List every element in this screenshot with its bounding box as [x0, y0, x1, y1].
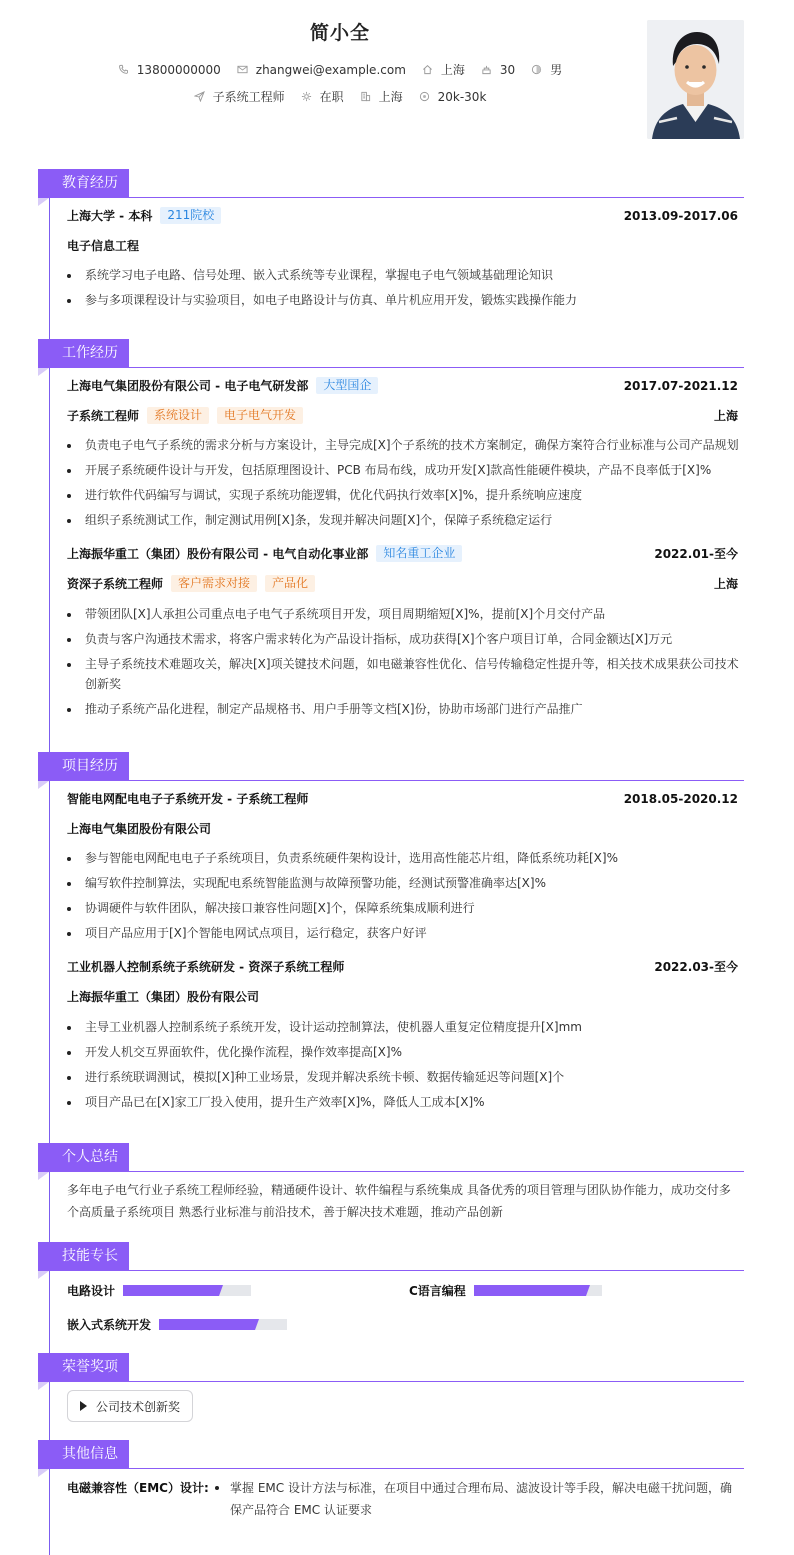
project-period: 2018.05-2020.12	[623, 791, 738, 806]
section-fold	[38, 1382, 49, 1390]
section-title: 个人总结	[38, 1143, 129, 1172]
phone-item	[118, 63, 221, 77]
home-icon	[422, 64, 433, 75]
section-title: 其他信息	[38, 1440, 129, 1469]
education-header-row	[67, 207, 738, 224]
awards-section	[38, 1353, 744, 1414]
other-label: 电磁兼容性（EMC）设计:	[67, 1481, 209, 1495]
skill-bar	[474, 1285, 602, 1296]
project-name: 工业机器人控制系统子系统研发 - 资深子系统工程师	[67, 960, 345, 974]
project-company: 上海电气集团股份有限公司	[67, 822, 212, 836]
project-company: 上海振华重工（集团）股份有限公司	[67, 990, 260, 1004]
list-item: 主导工业机器人控制系统子系统开发，设计运动控制算法，使机器人重复定位精度提升[X]mm	[67, 1017, 740, 1037]
skill-name: 电路设计	[67, 1284, 116, 1298]
section-fold	[38, 368, 49, 376]
section-fold	[38, 781, 49, 789]
project-header-row	[67, 790, 738, 807]
list-item: 进行软件代码编写与调试，实现子系统功能逻辑，优化代码执行效率[X]%，提升系统响应速度	[67, 485, 740, 505]
status-item	[301, 88, 344, 105]
skill-item	[67, 1282, 251, 1299]
major-row	[67, 237, 738, 254]
project-name: 智能电网配电电子子系统开发 - 子系统工程师	[67, 792, 309, 806]
phone-text: 13800000000	[136, 62, 221, 77]
project-header-row	[67, 958, 738, 975]
email-item	[237, 63, 406, 77]
skills-section	[38, 1242, 744, 1332]
list-item: 负责与客户沟通技术需求，将客户需求转化为产品设计指标，成功获得[X]个客户项目订单，合同金额达[X]万元	[67, 629, 740, 649]
skill-bar-fill	[474, 1285, 587, 1296]
job-period: 2017.07-2021.12	[623, 378, 738, 393]
projects-section	[38, 752, 744, 1109]
section-rule	[38, 780, 744, 781]
salary-icon	[419, 91, 430, 102]
list-item: 开发人机交互界面软件，优化操作流程，操作效率提高[X]%	[67, 1042, 740, 1062]
age-icon	[481, 64, 492, 75]
list-item: 负责电子电气子系统的需求分析与方案设计，主导完成[X]个子系统的技术方案制定，确保方案符合行业标准与公司产品规划	[67, 435, 740, 455]
list-item: 组织子系统测试工作，制定测试用例[X]条，发现并解决问题[X]个，保障子系统稳定运行	[67, 510, 740, 530]
company-tag: 大型国企	[316, 377, 378, 394]
section-rule	[38, 1270, 744, 1271]
resume-header	[0, 0, 794, 150]
section-fold	[38, 1172, 49, 1180]
award-label: 公司技术创新奖	[96, 1399, 181, 1414]
role-tag: 电子电气开发	[217, 407, 303, 424]
skill-bar	[159, 1319, 287, 1330]
age-item	[481, 63, 515, 77]
section-title: 项目经历	[38, 752, 129, 781]
location-item	[422, 61, 465, 78]
job-bullets	[67, 604, 740, 724]
list-item: 编写软件控制算法，实现配电系统智能监测与故障预警功能，经测试预警准确率达[X]%	[67, 873, 740, 893]
skill-item	[67, 1316, 287, 1333]
skill-name: C语言编程	[409, 1284, 466, 1298]
phone-icon	[118, 64, 129, 75]
status-icon	[301, 91, 312, 102]
target-city-item	[360, 88, 403, 105]
school-name: 上海大学 - 本科	[67, 209, 153, 223]
target-job-text: 子系统工程师	[212, 90, 285, 104]
skill-item	[409, 1282, 602, 1299]
job-city: 上海	[713, 577, 738, 591]
job-bullets	[67, 435, 740, 535]
education-period: 2013.09-2017.06	[623, 208, 738, 223]
section-fold	[38, 1271, 49, 1279]
section-heading	[38, 169, 744, 199]
section-rule	[38, 1468, 744, 1469]
skill-name: 嵌入式系统开发	[67, 1318, 152, 1332]
list-item: 开展子系统硬件设计与开发，包括原理图设计、PCB 布局布线，成功开发[X]款高性能硬件模块，产品不良率低于[X]%	[67, 460, 740, 480]
salary-item	[419, 90, 487, 104]
section-rule	[38, 367, 744, 368]
company-name: 上海振华重工（集团）股份有限公司 - 电气自动化事业部	[67, 547, 369, 561]
school-tag: 211院校	[160, 207, 221, 224]
job-role: 资深子系统工程师	[67, 577, 164, 591]
role-tag: 客户需求对接	[171, 575, 257, 592]
list-item: 推动子系统产品化进程，制定产品规格书、用户手册等文档[X]份，协助市场部门进行产品推广	[67, 699, 740, 719]
play-icon	[80, 1401, 87, 1411]
section-rule	[38, 1381, 744, 1382]
project-bullets	[67, 848, 740, 948]
skill-bar-fill	[159, 1319, 255, 1330]
section-title: 荣誉奖项	[38, 1353, 129, 1382]
job-period: 2022.01-至今	[654, 547, 738, 561]
gender-text: 男	[550, 63, 563, 77]
project-company-row	[67, 988, 738, 1005]
section-heading	[38, 1440, 744, 1470]
email-text: zhangwei@example.com	[255, 62, 406, 77]
section-heading	[38, 752, 744, 782]
work-section	[38, 339, 744, 716]
award-item[interactable]	[67, 1390, 193, 1422]
gender-item	[531, 61, 562, 78]
list-item: 系统学习电子电路、信号处理、嵌入式系统等专业课程，掌握电子电气领域基础理论知识	[67, 265, 740, 285]
location-text: 上海	[440, 63, 465, 77]
section-title: 工作经历	[38, 339, 129, 368]
contact-row	[0, 61, 680, 78]
company-name: 上海电气集团股份有限公司 - 电子电气研发部	[67, 379, 309, 393]
mail-icon	[237, 64, 248, 75]
job-role-row	[67, 575, 738, 592]
skill-bar-fill	[123, 1285, 219, 1296]
section-title: 教育经历	[38, 169, 129, 198]
list-item: 带领团队[X]人承担公司重点电子电气子系统项目开发，项目周期缩短[X]%，提前[X]个月交付产品	[67, 604, 740, 624]
major-name: 电子信息工程	[67, 239, 140, 253]
company-tag: 知名重工企业	[376, 545, 462, 562]
list-item: 项目产品应用于[X]个智能电网试点项目，运行稳定，获客户好评	[67, 923, 740, 943]
candidate-name: 简小全	[309, 22, 370, 44]
timeline-line	[49, 170, 50, 1555]
skill-bar	[123, 1285, 251, 1296]
list-item: 项目产品已在[X]家工厂投入使用，提升生产效率[X]%，降低人工成本[X]%	[67, 1092, 740, 1112]
section-heading	[38, 1353, 744, 1383]
send-icon	[194, 91, 205, 102]
section-heading	[38, 1242, 744, 1272]
status-text: 在职	[319, 90, 344, 104]
job-role: 子系统工程师	[67, 409, 140, 423]
list-item: 参与多项课程设计与实验项目，如电子电路设计与仿真、单片机应用开发，锻炼实践操作能力	[67, 290, 740, 310]
section-heading	[38, 339, 744, 369]
job-header-row	[67, 377, 738, 394]
list-item: 进行系统联调测试，模拟[X]种工业场景，发现并解决系统卡顿、数据传输延迟等问题[X]个	[67, 1067, 740, 1087]
section-rule	[38, 197, 744, 198]
project-bullets	[67, 1017, 740, 1117]
job-city: 上海	[713, 409, 738, 423]
section-rule	[38, 1171, 744, 1172]
target-job-item	[194, 88, 285, 105]
age-text: 30	[499, 62, 516, 77]
role-tag: 系统设计	[147, 407, 209, 424]
job-role-row	[67, 407, 738, 424]
section-fold	[38, 1469, 49, 1477]
job-header-row	[67, 545, 738, 562]
summary-text: 多年电子电气行业子系统工程师经验，精通硬件设计、软件编程与系统集成 具备优秀的项目管理与团队协作能力，成功交付多个高质量子系统项目 熟悉行业标准与前沿技术，善于解决技术难题，推动产品创新	[67, 1183, 731, 1219]
gender-icon	[531, 64, 542, 75]
list-item: 参与智能电网配电电子子系统项目，负责系统硬件架构设计，选用高性能芯片组，降低系统功耗[X]%	[67, 848, 740, 868]
summary-section	[38, 1143, 744, 1219]
section-title: 技能专长	[38, 1242, 129, 1271]
list-item: 主导子系统技术难题攻关，解决[X]项关键技术问题，如电磁兼容性优化、信号传输稳定性提升等，相关技术成果获公司技术创新奖	[67, 654, 740, 694]
project-company-row	[67, 820, 738, 837]
other-section	[38, 1440, 744, 1517]
section-fold	[38, 198, 49, 206]
role-tag: 产品化	[265, 575, 315, 592]
building-icon	[360, 91, 371, 102]
target-city-text: 上海	[378, 90, 403, 104]
salary-text: 20k-30k	[437, 89, 487, 104]
section-heading	[38, 1143, 744, 1173]
education-section	[38, 169, 744, 307]
job-intent-row	[0, 88, 680, 105]
avatar-photo	[647, 20, 744, 139]
education-bullets	[67, 265, 740, 315]
other-text: 掌握 EMC 设计方法与标准，在项目中通过合理布局、滤波设计等手段，解决电磁干扰问题，确保产品符合 EMC 认证要求	[214, 1477, 740, 1521]
project-period: 2022.03-至今	[654, 960, 738, 974]
list-item: 协调硬件与软件团队，解决接口兼容性问题[X]个，保障系统集成顺利进行	[67, 898, 740, 918]
